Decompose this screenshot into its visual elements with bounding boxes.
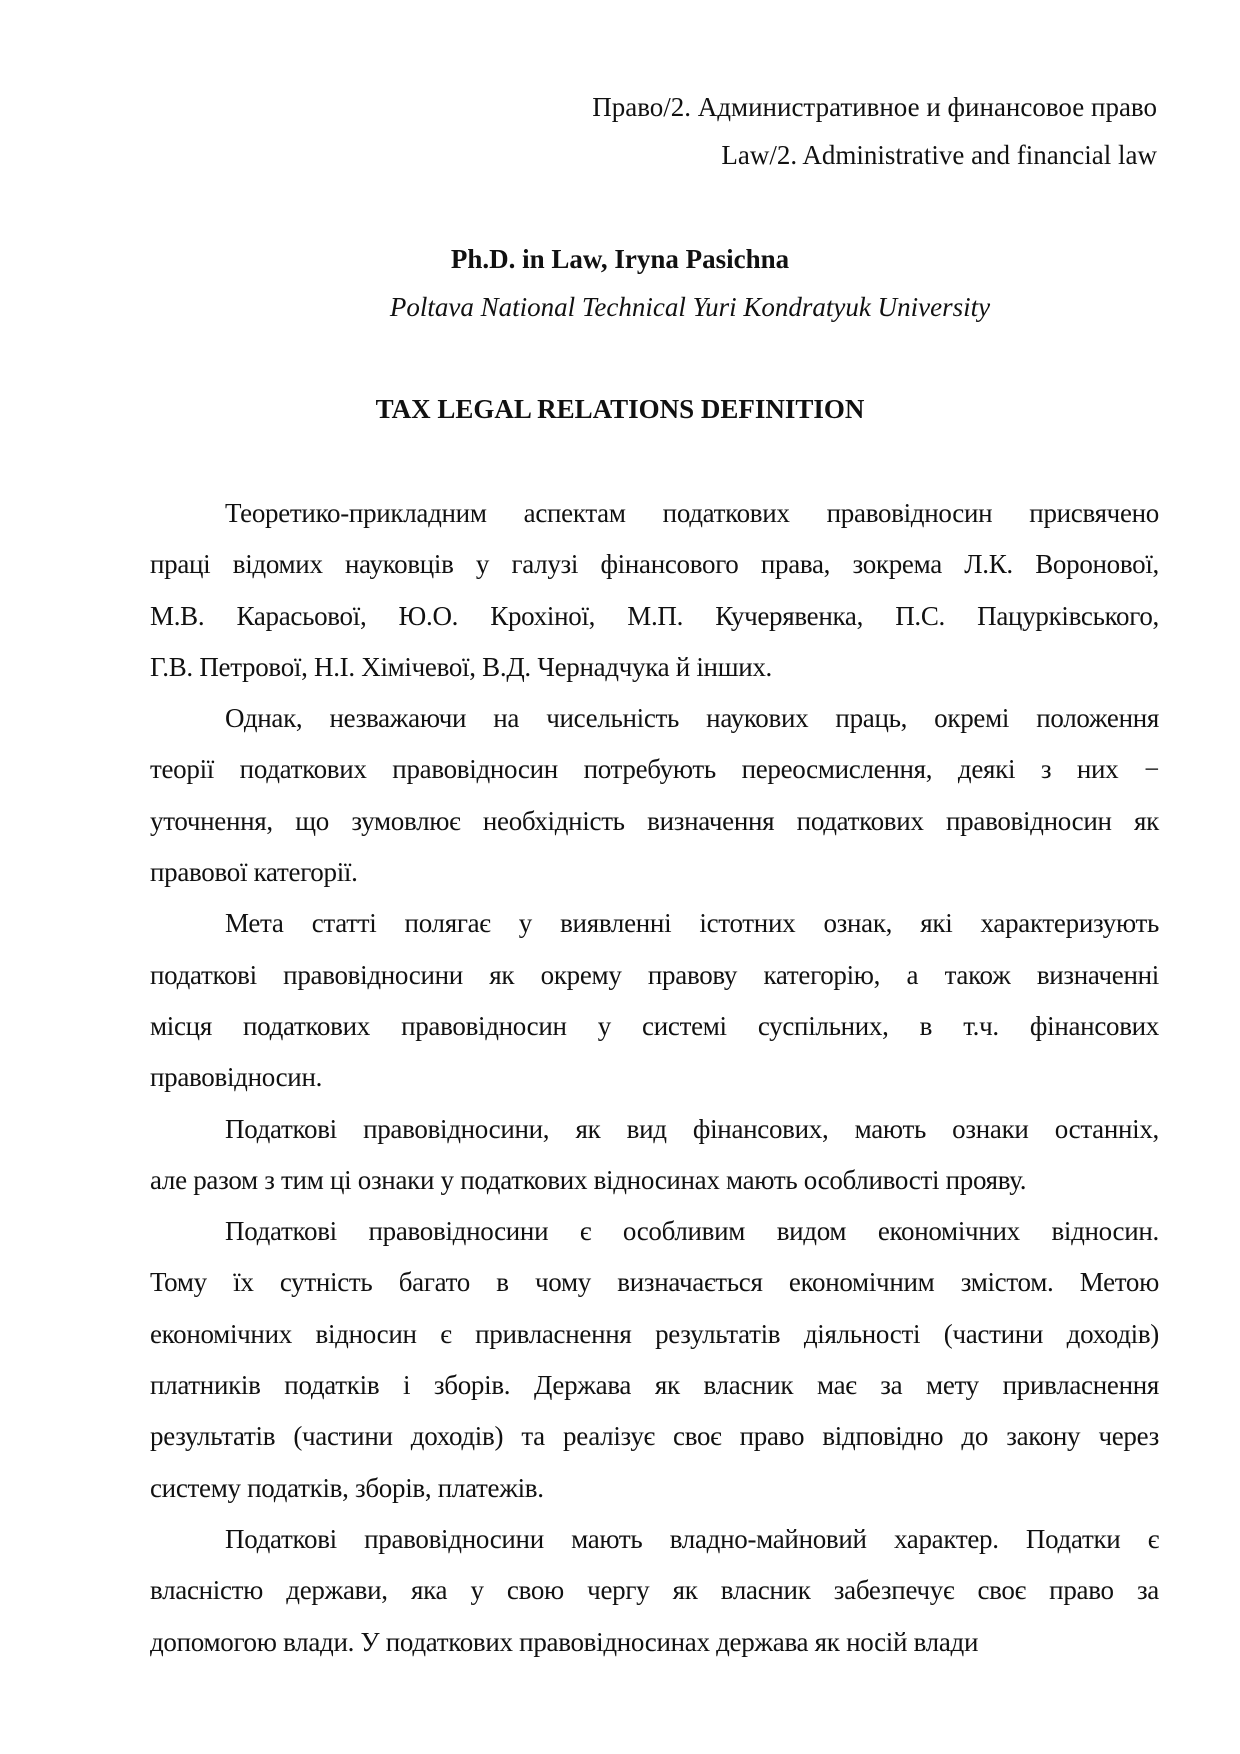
text-line: уточнення, що зумовлює необхідність визначення податкових правовідносин як (150, 805, 1159, 836)
text-line: місця податкових правовідносин у системі суспільних, в т.ч. фінансових (150, 1010, 1159, 1041)
text-line: теорії податкових правовідносин потребують переосмислення, деякі з них − (150, 754, 1159, 785)
text-line: Однак, незважаючи на чисельність наукових праць, окремі положення (225, 703, 1159, 734)
text-line: Г.В. Петрової, Н.І. Хімічевої, В.Д. Чернадчука й інших. (150, 651, 772, 682)
text-line: результатів (частини доходів) та реалізує своє право відповідно до закону через (150, 1421, 1159, 1452)
text-line: праці відомих науковців у галузі фінансового права, зокрема Л.К. Воронової, (150, 549, 1159, 580)
author-affiliation: Poltava National Technical Yuri Kondratyuk University (389, 292, 991, 322)
text-line: Мета статті полягає у виявленні істотних ознак, які характеризують (225, 908, 1159, 939)
text-line: але разом з тим ці ознаки у податкових відносинах мають особливості прояву. (150, 1164, 1027, 1195)
paragraph (150, 903, 1159, 1108)
paragraph (150, 493, 1159, 698)
text-line: правової категорії. (150, 857, 358, 888)
paragraph (150, 698, 1159, 903)
text-line: Податкові правовідносини, як вид фінансових, мають ознаки останніх, (225, 1113, 1159, 1144)
text-line: Теоретико-прикладним аспектам податкових правовідносин присвячено (225, 498, 1159, 528)
paragraph (150, 1109, 1159, 1212)
text-line: власністю держави, яка у свою чергу як власник забезпечує своє право за (150, 1575, 1159, 1606)
text-line: систему податків, зборів, платежів. (150, 1472, 544, 1503)
paragraph (150, 1519, 1159, 1673)
article-body (150, 493, 1159, 1673)
paragraph (150, 1211, 1159, 1519)
section-heading-en: Law/2. Administrative and financial law (721, 140, 1157, 170)
text-line: правовідносин. (150, 1062, 323, 1093)
text-line: допомогою влади. У податкових правовідносинах держава як носій влади (150, 1626, 979, 1657)
text-line: Податкові правовідносини є особливим видом економічних відносин. (225, 1216, 1159, 1247)
text-line: економічних відносин є привласнення результатів діяльності (частини доходів) (150, 1318, 1159, 1349)
text-line: Тому їх сутність багато в чому визначається економічним змістом. Метою (150, 1267, 1159, 1298)
text-line: Податкові правовідносини мають владно-майновий характер. Податки є (225, 1523, 1159, 1554)
text-line: податкові правовідносини як окрему правову категорію, а також визначенні (150, 959, 1159, 990)
section-heading-ru: Право/2. Административное и финансовое право (592, 92, 1157, 122)
text-line: платників податків і зборів. Держава як власник має за мету привласнення (150, 1370, 1159, 1401)
article-title: TAX LEGAL RELATIONS DEFINITION (375, 394, 865, 424)
author-name: Ph.D. in Law, Iryna Pasichna (450, 244, 790, 274)
text-line: М.В. Карасьової, Ю.О. Крохіної, М.П. Кучерявенка, П.С. Пацурківського, (150, 600, 1159, 631)
